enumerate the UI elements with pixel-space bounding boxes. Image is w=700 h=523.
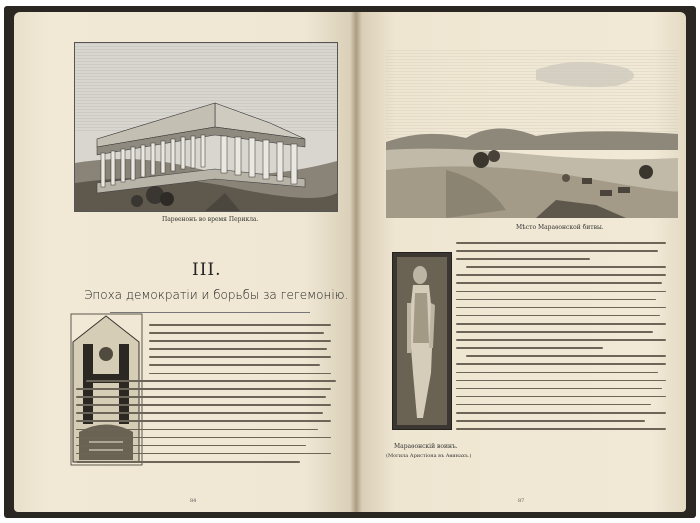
- marathon-landscape-engraving: [386, 50, 678, 218]
- plate-caption: Парѳенонъ во время Перикла.: [162, 216, 259, 223]
- page-number: 87: [518, 498, 525, 504]
- figure-caption: (Могила Аристіона въ Аѳинахъ.): [386, 453, 472, 459]
- right-page: [356, 12, 686, 512]
- body-text-block: [456, 242, 666, 436]
- plate-caption: Мѣсто Мараѳонской битвы.: [516, 224, 604, 231]
- chapter-number: III.: [192, 260, 222, 280]
- chapter-title: Эпоха демократіи и борьбы за гегемонію.: [84, 288, 349, 302]
- body-text-block: [76, 380, 331, 469]
- page-number: 84: [190, 498, 197, 504]
- book-gutter: [350, 12, 362, 512]
- figure-caption: Мараѳонскій воинъ.: [394, 443, 458, 450]
- parthenon-engraving: [74, 42, 338, 212]
- marathon-warrior-relief: [392, 252, 452, 430]
- left-page: [14, 12, 356, 512]
